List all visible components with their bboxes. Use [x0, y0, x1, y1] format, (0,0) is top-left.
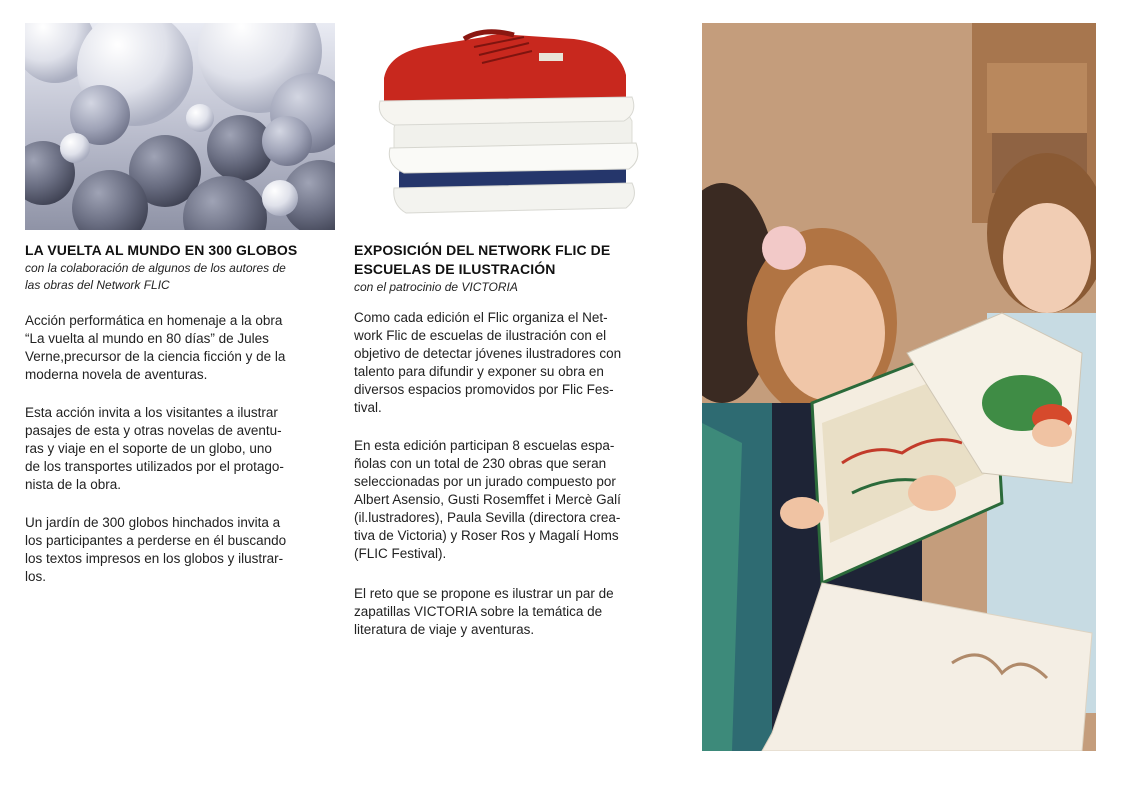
text-line: Verne,precursor de la ciencia ficción y de la: [25, 349, 286, 364]
left-paragraph-1: [25, 312, 337, 384]
text-line: zapatillas VICTORIA sobre la temática de: [354, 604, 603, 619]
text-line: ras y viaje en el soporte de un globo, uno: [25, 441, 272, 456]
text-line: Un jardín de 300 globos hinchados invita a: [25, 515, 281, 530]
text-line: (FLIC Festival).: [354, 546, 447, 561]
text-line: literatura de viaje y aventuras.: [354, 622, 535, 637]
text-line: Albert Asensio, Gusti Rosemffet i Mercè Galí: [354, 492, 621, 507]
text-line: work Flic de escuelas de ilustración con el: [354, 328, 607, 343]
middle-title-line-1: EXPOSICIÓN DEL NETWORK FLIC DE: [354, 242, 611, 258]
text-line: tiva de Victoria) y Roser Ros y Magalí Homs: [354, 528, 619, 543]
text-line: seleccionadas por un jurado compuesto por: [354, 474, 616, 489]
text-line: pasajes de esta y otras novelas de aventu-: [25, 423, 282, 438]
left-subtitle-line-2: las obras del Network FLIC: [25, 278, 170, 292]
text-line: diversos espacios promovidos por Flic Fes-: [354, 382, 614, 397]
text-line: Como cada edición el Flic organiza el Net-: [354, 310, 608, 325]
text-line: ñolas con un total de 230 obras que seran: [354, 456, 607, 471]
balloons-illustration: [25, 23, 335, 230]
middle-subtitle: con el patrocinio de VICTORIA: [354, 280, 518, 294]
text-line: nista de la obra.: [25, 477, 122, 492]
middle-paragraph-2: [354, 437, 666, 563]
text-line: talento para difundir y exponer su obra en: [354, 364, 604, 379]
middle-paragraph-3: [354, 585, 666, 639]
balloons-photo: [25, 23, 335, 230]
left-paragraph-3: [25, 514, 337, 586]
text-line: los participantes a perderse en él buscando: [25, 533, 287, 548]
text-line: tival.: [354, 400, 382, 415]
children-illustration: [702, 23, 1096, 751]
middle-paragraph-1: [354, 309, 666, 417]
text-line: Acción performática en homenaje a la obra: [25, 313, 283, 328]
left-heading: [25, 241, 337, 294]
text-line: los textos impresos en los globos y ilustrar-: [25, 551, 284, 566]
text-line: El reto que se propone es ilustrar un par de: [354, 586, 614, 601]
left-subtitle-line-1: con la colaboración de algunos de los autores de: [25, 261, 286, 275]
text-line: (il.lustradores), Paula Sevilla (directora crea-: [354, 510, 621, 525]
text-line: En esta edición participan 8 escuelas espa-: [354, 438, 615, 453]
middle-heading: [354, 241, 666, 296]
shoes-photo: [364, 23, 664, 223]
left-title: LA VUELTA AL MUNDO EN 300 GLOBOS: [25, 242, 298, 258]
text-line: objetivo de detectar jóvenes ilustradores con: [354, 346, 622, 361]
text-line: los.: [25, 569, 47, 584]
children-reading-photo: [702, 23, 1096, 751]
text-line: Esta acción invita a los visitantes a ilustrar: [25, 405, 278, 420]
shoes-illustration: [364, 23, 664, 223]
text-line: “La vuelta al mundo en 80 días” de Jules: [25, 331, 269, 346]
text-line: de los transportes utilizados por el protago-: [25, 459, 284, 474]
text-line: moderna novela de aventuras.: [25, 367, 208, 382]
middle-title-line-2: ESCUELAS DE ILUSTRACIÓN: [354, 261, 556, 277]
left-paragraph-2: [25, 404, 337, 494]
